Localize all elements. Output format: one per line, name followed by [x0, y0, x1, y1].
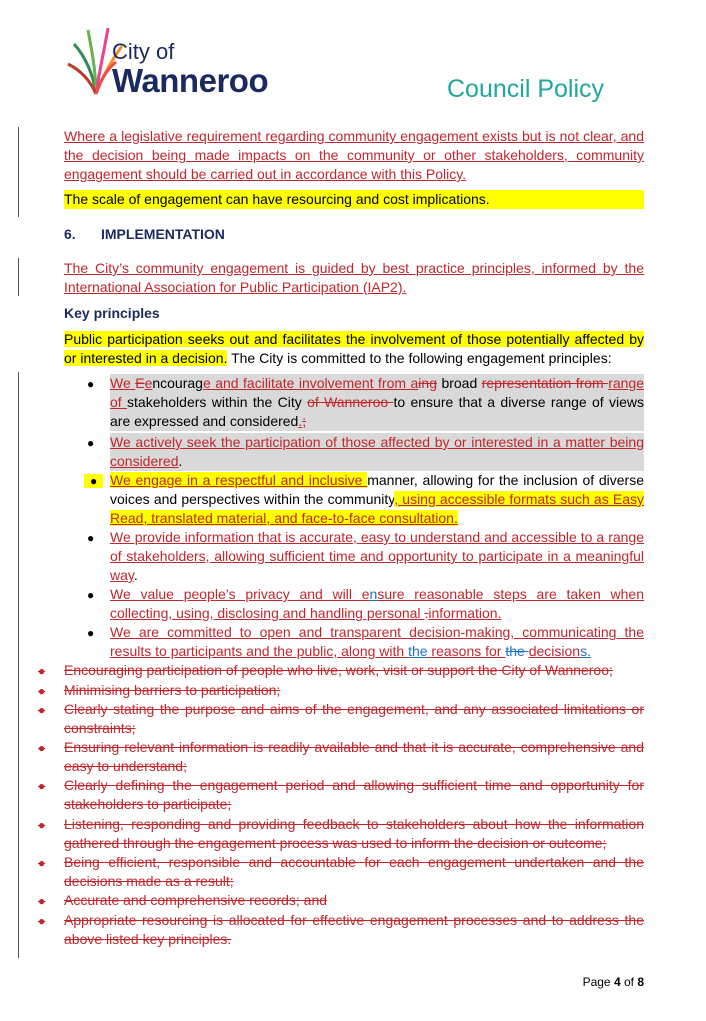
bullet: ●: [87, 626, 95, 640]
scale-text: The scale of engagement can have resourcing and cost implications.: [64, 191, 490, 207]
section-title: IMPLEMENTATION: [101, 226, 225, 242]
public-rest: The City is committed to the following engagement principles:: [227, 350, 612, 366]
principle-5: We value people’s privacy and will ensure reasonable steps are taken when collecting, using, disclosing and handling personal .information.: [110, 586, 644, 621]
principle-2: We actively seek the participation of those affected by or interested in a matter being considered.: [110, 434, 644, 469]
deleted-item: Accurate and comprehensive records; and: [64, 892, 328, 908]
change-bar: [18, 372, 19, 958]
bullet: ●: [87, 436, 95, 450]
bullet: ●: [87, 588, 95, 602]
deleted-item: Clearly stating the purpose and aims of the engagement, and any associated limitations or constraints;: [64, 701, 644, 736]
of-word: of: [620, 975, 638, 989]
deleted-item: Minimising barriers to participation;: [64, 682, 281, 698]
city-logo: [66, 22, 296, 102]
implementation-paragraph: The City’s community engagement is guided by best practice principles, informed by the International Association for Public Participation (IAP2).: [64, 260, 644, 295]
principle-4: We provide information that is accurate, easy to understand and accessible to a range of stakeholders, allowing sufficient time and opportunity to participate in a meaningful way.: [110, 529, 644, 583]
logo-city-of: City of: [112, 39, 175, 64]
section-heading: [64, 226, 225, 242]
bullet: ●: [38, 894, 46, 908]
bullet: ●: [38, 703, 46, 717]
scale-paragraph: [64, 190, 644, 209]
bullet: ●: [38, 684, 46, 698]
legislative-paragraph: Where a legislative requirement regarding community engagement exists but is not clear, and the decision being made impacts on the community or other stakeholders, community engagement should be carried out in accordance with this Policy.: [64, 128, 644, 182]
doc-type-title: Council Policy: [447, 75, 605, 103]
deleted-item: Being efficient, responsible and accountable for each engagement undertaken and the decisions made as a result;: [64, 854, 644, 889]
deleted-item: Listening, responding and providing feedback to stakeholders about how the information gathered through the engagement process was used to inform the decision or outcome;: [64, 816, 644, 851]
public-highlight: Public participation seeks out and facilitates the involvement of those potentially affected by or interested in a decision.: [64, 331, 644, 366]
page-total: 8: [637, 975, 644, 989]
bullet: ●: [38, 914, 46, 928]
bullet: ●: [38, 779, 46, 793]
deleted-item: Ensuring relevant information is readily available and that it is accurate, comprehensive and easy to understand;: [64, 739, 644, 774]
deleted-item: Appropriate resourcing is allocated for effective engagement processes and to address the above listed key principles.: [64, 912, 644, 947]
principle-1: We Eencourage and facilitate involvement from aing broad representation from range of stakeholders within the City of Wanneroo to ensure that a diverse range of views are expressed and considered.;: [110, 375, 645, 429]
bullet: ●: [38, 856, 46, 870]
deleted-item: Encouraging participation of people who live, work, visit or support the City of Wanneroo;: [64, 662, 613, 678]
principle-6: We are committed to open and transparent decision-making, communicating the results to participants and the public, along with the reasons for the decisions.: [110, 624, 644, 659]
bullet: ●: [84, 474, 103, 488]
principle-3: We engage in a respectful and inclusive manner, allowing for the inclusion of diverse voices and perspectives within the community, using accessible formats such as Easy Read, translated material, and face-to-face consultation.: [110, 472, 645, 526]
logo-wanneroo: Wanneroo: [112, 62, 269, 99]
bullet: ●: [87, 377, 95, 391]
bullet: ●: [87, 531, 95, 545]
change-bar: [18, 127, 19, 217]
section-number: 6.: [64, 226, 76, 242]
public-participation-paragraph: [64, 330, 644, 368]
deleted-item: Clearly defining the engagement period and allowing sufficient time and opportunity for stakeholders to participate;: [64, 777, 644, 812]
bullet: ●: [38, 818, 46, 832]
key-principles-heading: Key principles: [64, 305, 160, 321]
bullet: ●: [38, 664, 46, 678]
change-bar: [18, 258, 19, 296]
bullet: ●: [38, 741, 46, 755]
page-word: Page: [582, 975, 614, 989]
page-footer: [583, 975, 644, 989]
page-number: 4: [613, 975, 621, 989]
